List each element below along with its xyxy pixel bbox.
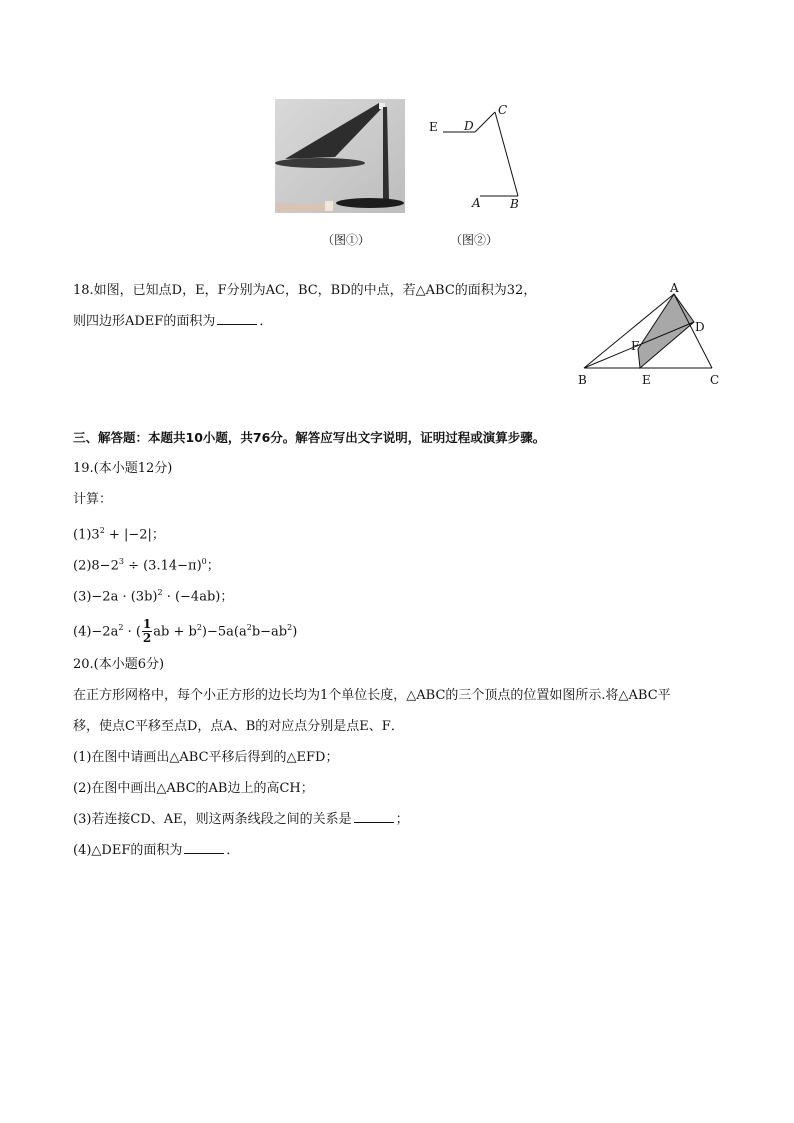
figure-1-caption: （图①） [322, 233, 371, 247]
q19-p2-b: ÷ (3.14−π) [123, 558, 202, 574]
q19-p4-b: · ( [123, 624, 141, 640]
q19-part-1 [73, 521, 165, 545]
q20-s3-text: (3)若连接CD、AE，则这两条线段之间的关系是 [73, 812, 352, 827]
q18-line-2-text: 则四边形ADEF的面积为 [73, 314, 216, 329]
q20-sub-1: (1)在图中请画出△ABC平移后得到的△EFD； [73, 750, 339, 765]
q19-p2-exp2: 0 [201, 557, 207, 566]
figure-2-caption: （图②） [450, 233, 499, 247]
q19-p4-e: b−ab [251, 624, 288, 640]
q18-label-D: D [695, 320, 705, 334]
q18-period: ． [259, 314, 273, 329]
q19-p2-exp1: 3 [118, 557, 124, 566]
q19-p1-b: + |−2|； [104, 527, 165, 543]
q20-s3-answer-blank[interactable] [354, 810, 394, 823]
q20-sub-2: (2)在图中画出△ABC的AB边上的高CH； [73, 781, 314, 796]
q20-s4-end: ． [226, 843, 240, 858]
q18-label-F: F [631, 339, 640, 353]
q18-label-A: A [670, 282, 679, 295]
lamp-photo [275, 99, 405, 213]
q18-line-2 [73, 312, 272, 332]
label-A: A [472, 196, 481, 210]
q19-part-4 [73, 613, 297, 647]
q20-title: 20.(本小题6分) [73, 657, 165, 672]
label-C: C [498, 103, 508, 117]
q20-sub-4 [73, 841, 239, 861]
q20-intro-line-2: 移，使点C平移至点D，点A、B的对应点分别是点E、F． [73, 719, 404, 734]
q18-line-1: 18.如图，已知点D，E，F分别为AC，BC，BD的中点，若△ABC的面积为32， [73, 283, 537, 298]
q19-intro: 计算： [73, 492, 113, 507]
q19-p3-a: (3)−2a · (3b) [73, 589, 158, 605]
q19-part-2 [73, 552, 220, 576]
q18-label-E: E [642, 373, 651, 387]
q19-p2-a: (2)8−2 [73, 558, 119, 574]
figure-2-diagram [425, 100, 530, 212]
q19-part-3 [73, 583, 233, 607]
q19-p4-a: (4)−2a [73, 624, 119, 640]
fraction-numerator: 1 [142, 617, 152, 632]
q20-s4-answer-blank[interactable] [184, 841, 224, 854]
q19-p4-f: ) [292, 624, 298, 640]
q18-answer-blank[interactable] [217, 312, 257, 325]
q18-triangle-figure [574, 282, 726, 390]
q19-p4-exp4: 2 [287, 623, 293, 632]
q19-p3-b: · (−4ab)； [162, 589, 234, 605]
label-D: D [464, 119, 474, 133]
q20-sub-3 [73, 810, 409, 830]
q19-p1-a: (1)3 [73, 527, 100, 543]
fraction-one-half [142, 618, 152, 645]
q19-p4-exp3: 2 [246, 623, 252, 632]
q19-p4-exp2: 2 [196, 623, 202, 632]
label-B: B [510, 197, 519, 211]
shaded-quadrilateral-ADEF [638, 294, 694, 368]
q19-p4-c: ab + b [153, 624, 197, 640]
q19-p3-exp: 2 [157, 588, 163, 597]
q20-s4-text: (4)△DEF的面积为 [73, 843, 183, 858]
q19-p4-d: )−5a(a [201, 624, 247, 640]
label-E: E [429, 120, 438, 134]
q19-p2-c: ； [206, 558, 220, 574]
section-3-heading: 三、解答题：本题共10小题，共76分。解答应写出文字说明，证明过程或演算步骤。 [73, 430, 546, 445]
q19-p4-exp1: 2 [118, 623, 124, 632]
q20-intro-line-1: 在正方形网格中，每个小正方形的边长均为1个单位长度，△ABC的三个顶点的位置如图所示.将△ABC平 [73, 688, 671, 703]
q20-s3-end: ； [395, 812, 409, 827]
q18-label-B: B [578, 373, 587, 387]
q18-label-C: C [710, 373, 720, 387]
fraction-denominator: 2 [142, 631, 152, 646]
q19-p1-exp: 2 [99, 526, 105, 535]
q19-title: 19.(本小题12分) [73, 461, 173, 476]
